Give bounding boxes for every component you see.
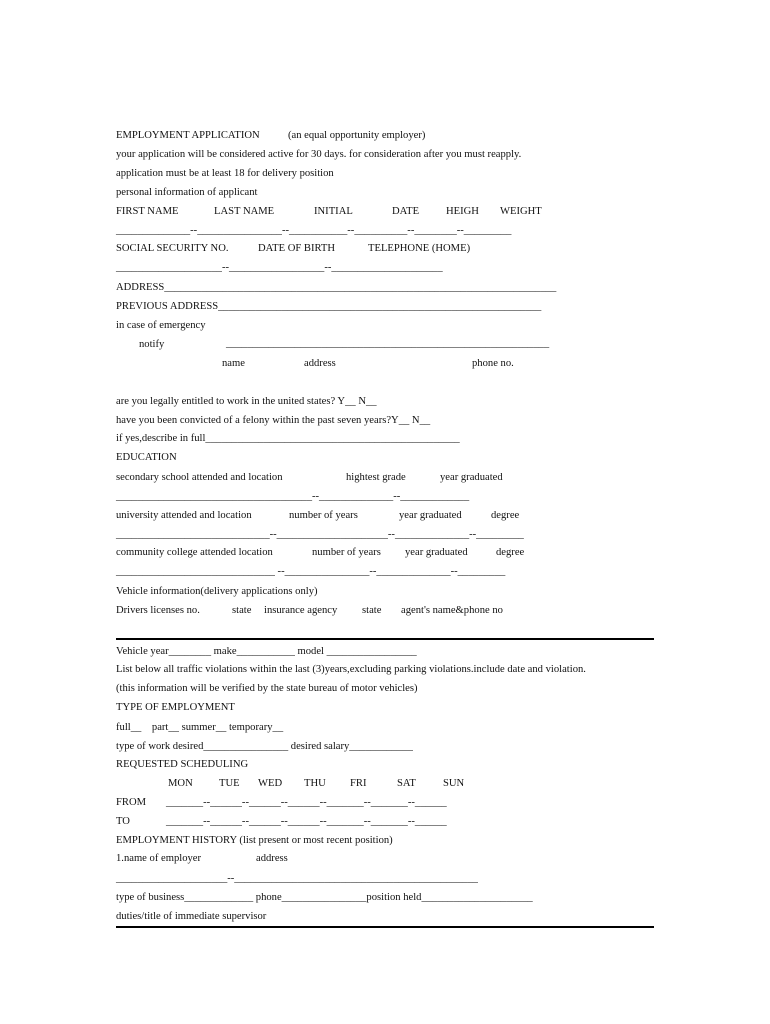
university-blank-line: _____________________________--_____________________--______________--_________ <box>116 529 524 540</box>
vehicle-heading: Vehicle information(delivery applications only) <box>116 586 318 597</box>
vehicle-details-line: Vehicle year________ make___________ model _________________ <box>116 646 417 657</box>
label-university-graduated: year graduated <box>399 510 462 521</box>
label-weight: WEIGHT <box>500 206 542 217</box>
notify-blank-line: _____________________________________________________________ <box>226 338 550 349</box>
emergency-label: in case of emergency <box>116 320 206 331</box>
previous-address-field: PREVIOUS ADDRESS_____________________________________________________________ <box>116 301 542 312</box>
college-blank-line: ______________________________ --________________--______________--_________ <box>116 566 506 577</box>
label-telephone: TELEPHONE (HOME) <box>368 243 471 254</box>
day-thu: THU <box>304 778 326 789</box>
day-fri: FRI <box>350 778 367 789</box>
form-title: EMPLOYMENT APPLICATION <box>116 130 260 141</box>
label-secondary-school: secondary school attended and location <box>116 472 283 483</box>
label-ssn: SOCIAL SECURITY NO. <box>116 243 229 254</box>
from-blank-line: _______--______--______--______--_______--_______--______ <box>166 797 447 808</box>
traffic-violations-note: List below all traffic violations within the last (3)years,excluding parking violations.include date and violation. <box>116 664 586 675</box>
employment-history-heading: EMPLOYMENT HISTORY (list present or most recent position) <box>116 835 393 846</box>
label-last-name: LAST NAME <box>214 206 275 217</box>
work-desired-line: type of work desired________________ desired salary____________ <box>116 741 413 752</box>
personal-blank-line: ______________--________________--___________--__________--________--_________ <box>116 225 512 236</box>
felony-describe-line: if yes,describe in full________________________________________________ <box>116 433 460 444</box>
to-label: TO <box>116 816 130 827</box>
label-college-degree: degree <box>496 547 525 558</box>
divider-rule <box>116 638 654 640</box>
to-blank-line: _______--______--______--______--_______--_______--______ <box>166 816 447 827</box>
from-label: FROM <box>116 797 147 808</box>
label-first-name: FIRST NAME <box>116 206 179 217</box>
address-field: ADDRESS__________________________________________________________________________ <box>116 282 557 293</box>
label-insurance-agency: insurance agency <box>264 605 338 616</box>
intro-validity: your application will be considered active for 30 days. for consideration after you must reapply. <box>116 149 522 160</box>
notify-phone-label: phone no. <box>472 358 514 369</box>
question-felony: have you been convicted of a felony within the past seven years?Y__ N__ <box>116 415 431 426</box>
notify-label: notify <box>139 339 165 350</box>
label-height: HEIGH <box>446 206 479 217</box>
section-personal-info: personal information of applicant <box>116 187 258 198</box>
day-wed: WED <box>258 778 283 789</box>
form-subtitle: (an equal opportunity employer) <box>288 130 426 141</box>
label-year-graduated-secondary: year graduated <box>440 472 503 483</box>
label-highest-grade: hightest grade <box>346 472 406 483</box>
notify-address-label: address <box>304 358 336 369</box>
duties-line: duties/title of immediate supervisor <box>116 911 267 922</box>
notify-name-label: name <box>222 358 245 369</box>
label-insurance-state: state <box>362 605 382 616</box>
label-community-college: community college attended location <box>116 547 273 558</box>
day-sun: SUN <box>443 778 465 789</box>
secondary-blank-line: _____________________________________--______________--_____________ <box>116 491 470 502</box>
scheduling-heading: REQUESTED SCHEDULING <box>116 759 249 770</box>
label-college-years: number of years <box>312 547 381 558</box>
label-college-graduated: year graduated <box>405 547 468 558</box>
bottom-rule <box>116 926 654 928</box>
label-license-state: state <box>232 605 252 616</box>
id-blank-line: ____________________--__________________--_____________________ <box>116 262 443 273</box>
education-heading: EDUCATION <box>116 452 177 463</box>
employment-type-options: full__ part__ summer__ temporary__ <box>116 722 284 733</box>
label-university-degree: degree <box>491 510 520 521</box>
intro-age: application must be at least 18 for delivery position <box>116 168 334 179</box>
label-university-years: number of years <box>289 510 358 521</box>
label-drivers-license: Drivers licenses no. <box>116 605 200 616</box>
label-agent: agent's name&phone no <box>401 605 503 616</box>
employer-blank-line: _____________________--______________________________________________ <box>116 873 478 884</box>
day-sat: SAT <box>397 778 416 789</box>
day-tue: TUE <box>219 778 240 789</box>
label-employer-name: 1.name of employer <box>116 853 202 864</box>
day-mon: MON <box>168 778 193 789</box>
label-employer-address: address <box>256 853 288 864</box>
verification-note: (this information will be verified by the state bureau of motor vehicles) <box>116 683 418 694</box>
label-date: DATE <box>392 206 420 217</box>
label-university: university attended and location <box>116 510 252 521</box>
label-dob: DATE OF BIRTH <box>258 243 336 254</box>
employment-type-heading: TYPE OF EMPLOYMENT <box>116 702 235 713</box>
label-initial: INITIAL <box>314 206 353 217</box>
question-legal-work: are you legally entitled to work in the united states? Y__ N__ <box>116 396 377 407</box>
business-line: type of business_____________ phone________________position held_____________________ <box>116 892 533 903</box>
